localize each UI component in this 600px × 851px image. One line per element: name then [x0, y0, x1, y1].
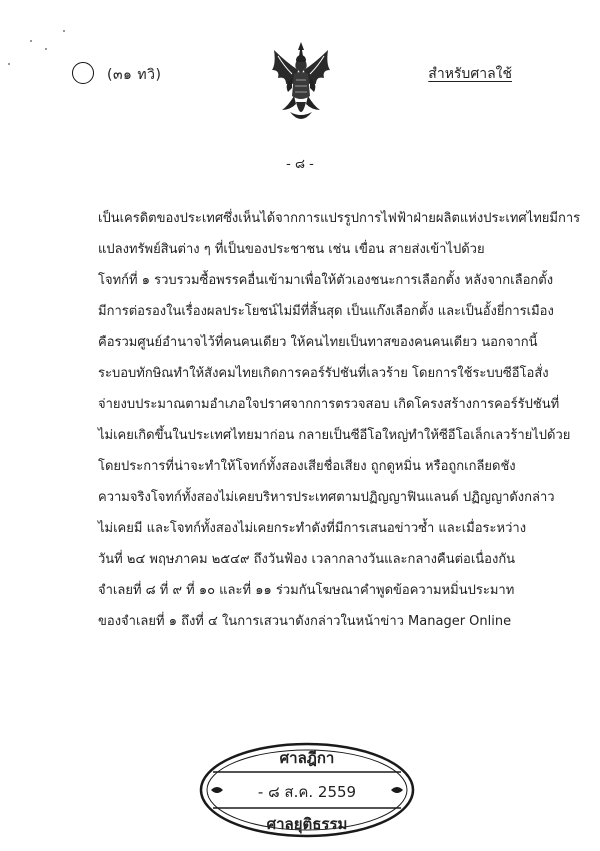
body-line: วันที่ ๒๔ พฤษภาคม ๒๕๔๙ ถึงวันฟ้อง เวลากลางวันและกลางคืนต่อเนื่องกัน	[98, 552, 516, 567]
body-line: แปลงทรัพย์สินต่าง ๆ ที่เป็นของประชาชน เช่น เขื่อน สายส่งเข้าไปด้วย	[98, 242, 485, 257]
stamp-bottom-text: ศาลยุติธรรม	[266, 815, 348, 833]
court-use-label: สำหรับศาลใช้	[428, 66, 512, 82]
body-line: โจทก์ที่ ๑ รวบรวมซื้อพรรคอื่นเข้ามาเพื่อให้ตัวเองชนะการเลือกตั้ง หลังจากเลือกตั้ง	[98, 273, 554, 288]
stamp-top-text: ศาลฎีกา	[279, 749, 335, 767]
stamp-date: - ๘ ส.ค. 2559	[257, 783, 357, 801]
body-line: ไม่เคยเกิดขึ้นในประเทศไทยมาก่อน กลายเป็นซีอีโอใหญ่ทำให้ซีอีโอเล็กเลวร้ายไปด้วย	[98, 428, 571, 443]
body-line: ของจำเลยที่ ๑ ถึงที่ ๔ ในการเสวนาดังกล่าวในหน้าข่าว Manager Online	[98, 614, 512, 629]
body-line: ระบอบทักษิณทำให้สังคมไทยเกิดการคอร์รัปชันที่เลวร้าย โดยการใช้ระบบซีอีโอสั่ง	[98, 366, 549, 381]
body-line: โดยประการที่น่าจะทำให้โจทก์ทั้งสองเสียชื่อเสียง ถูกดูหมิ่น หรือถูกเกลียดชัง	[98, 459, 516, 474]
body-line: จำเลยที่ ๘ ที่ ๙ ที่ ๑๐ และที่ ๑๑ ร่วมกันโฆษณาคำพูดข้อความหมิ่นประมาท	[98, 583, 515, 598]
scan-speck	[8, 63, 10, 65]
body-line: ความจริงโจทก์ทั้งสองไม่เคยบริหารประเทศตามปฏิญญาฟินแลนด์ ปฏิญญาดังกล่าว	[98, 490, 555, 505]
body-line: มีการต่อรองในเรื่องผลประโยชน์ไม่มีที่สิ้นสุด เป็นแก๊งเลือกตั้ง และเป็นอั้งยี่การเมือง	[98, 304, 554, 319]
scan-speck	[45, 48, 47, 50]
scan-speck	[30, 40, 32, 42]
form-number: (๓๑ ทวิ)	[107, 67, 162, 83]
circle-mark-icon	[72, 62, 94, 84]
garuda-emblem-icon	[268, 40, 334, 126]
body-line: คือรวมศูนย์อำนาจไว้ที่คนคนเดียว ให้คนไทยเป็นทาสของคนคนเดียว นอกจากนี้	[98, 335, 538, 350]
body-line: เป็นเครดิตของประเทศซึ่งเห็นได้จากการแปรรูปการไฟฟ้าฝ่ายผลิตแห่งประเทศไทยมีการ	[98, 211, 581, 226]
scan-speck	[63, 30, 65, 32]
body-line: จ่ายงบประมาณตามอำเภอใจปราศจากการตรวจสอบ เกิดโครงสร้างการคอร์รัปชันที่	[98, 397, 560, 412]
court-stamp	[197, 740, 417, 840]
page-number: - ๘ -	[286, 157, 314, 172]
body-line: ไม่เคยมี และโจทก์ทั้งสองไม่เคยกระทำดังที่มีการเสนอข่าวซ้ำ และเมื่อระหว่าง	[98, 521, 527, 536]
